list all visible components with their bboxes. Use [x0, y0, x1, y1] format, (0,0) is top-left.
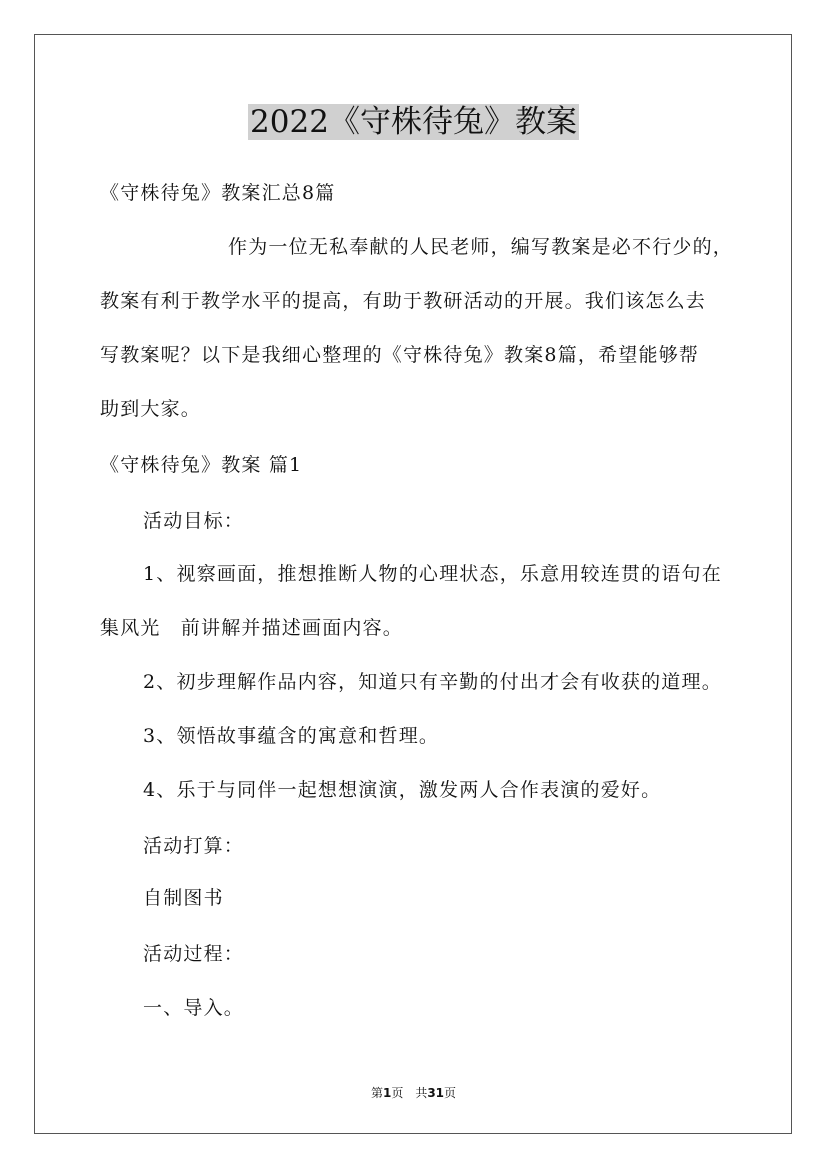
- footer-mid: 页 共: [391, 1086, 428, 1100]
- intro-line-2: 教案有利于教学水平的提高，有助于教研活动的开展。我们该怎么去: [100, 290, 707, 312]
- goal-line-2: 集风光 前讲解并描述画面内容。: [100, 617, 404, 639]
- intro-line-4: 助到大家。: [100, 398, 202, 420]
- prep-heading: 活动打算：: [143, 835, 245, 857]
- process-heading: 活动过程：: [143, 943, 245, 965]
- goal-line-5: 4、乐于与同伴一起想想演演，激发两人合作表演的爱好。: [143, 779, 662, 801]
- section-heading: 《守株待兔》教案 篇1: [100, 454, 303, 476]
- goal-line-3: 2、初步理解作品内容，知道只有辛勤的付出才会有收获的道理。: [143, 671, 722, 693]
- goal-line-1: 1、视察画面，推想推断人物的心理状态，乐意用较连贯的语句在: [143, 563, 722, 585]
- footer-total-pages: 31: [427, 1086, 445, 1100]
- footer-pre: 第: [370, 1086, 383, 1100]
- title-text: 2022《守株待兔》教案: [250, 104, 577, 140]
- page-footer: [0, 1085, 827, 1101]
- goals-heading: 活动目标：: [143, 510, 245, 532]
- document-title: [0, 100, 827, 144]
- subtitle: 《守株待兔》教案汇总8篇: [100, 182, 336, 204]
- intro-line-3: 写教案呢？以下是我细心整理的《守株待兔》教案8篇，希望能够帮: [100, 344, 700, 366]
- goal-line-4: 3、领悟故事蕴含的寓意和哲理。: [143, 725, 440, 747]
- footer-post: 页: [444, 1086, 457, 1100]
- prep-item: 自制图书: [143, 887, 224, 909]
- process-step: 一、导入。: [143, 997, 245, 1019]
- footer-page-number: 1: [382, 1086, 392, 1100]
- intro-line-1: 作为一位无私奉献的人民老师，编写教案是必不行少的，: [228, 236, 734, 258]
